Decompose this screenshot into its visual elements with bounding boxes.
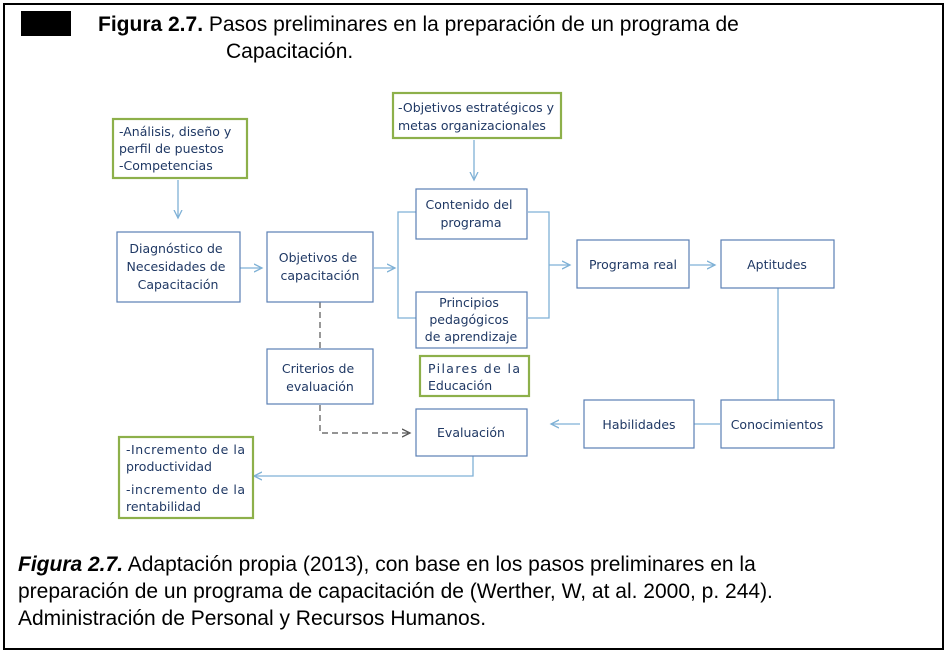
text-habilidades: Habilidades <box>602 417 676 432</box>
text-objetivos-estrategicos: -Objetivos estratégicos y metas organizacionales <box>398 100 555 133</box>
figure-title-text-line1: Pasos preliminares en la preparación de un programa de <box>208 13 739 36</box>
text-contenido: Contenido del programa <box>425 197 513 230</box>
caption-line3: Administración de Personal y Recursos Humanos. <box>18 607 487 630</box>
text-principios: Principios pedagógicos de aprendizaje <box>424 295 518 344</box>
figure-title-text-line2: Capacitación. <box>226 40 354 63</box>
branch-bracket-left <box>398 212 416 318</box>
caption-line2: preparación de un programa de capacitación de (Werther, W, at al. 2000, p. 244). <box>18 580 773 603</box>
text-aptitudes: Aptitudes <box>747 257 807 272</box>
arrow-evaluacion-to-incremento <box>254 456 473 476</box>
text-analisis: -Análisis, diseño y perfil de puestos -Competencias <box>119 124 232 173</box>
text-programa-real: Programa real <box>588 257 678 272</box>
text-incremento: -Incremento de la productividad -incremento de la rentabilidad <box>126 442 245 514</box>
text-diagnostico: Diagnóstico de Necesidades de Capacitación <box>126 241 226 292</box>
caption-line1: Adaptación propia (2013), con base en los pasos preliminares en la <box>127 553 756 576</box>
dashed-criterios-to-evaluacion <box>320 405 410 433</box>
text-criterios: Criterios de evaluación <box>281 361 355 394</box>
figure-title-label: Figura 2.7. <box>98 13 204 36</box>
box-objetivos <box>267 232 373 302</box>
text-evaluacion: Evaluación <box>437 425 505 440</box>
branch-bracket-right <box>528 212 549 318</box>
text-conocimientos: Conocimientos <box>730 417 824 432</box>
text-pilares: Pilares de la Educación <box>428 361 520 393</box>
caption-label: Figura 2.7. <box>18 553 124 576</box>
figure-caption <box>18 551 928 632</box>
text-objetivos: Objetivos de capacitación <box>278 250 360 283</box>
box-criterios <box>267 349 373 404</box>
